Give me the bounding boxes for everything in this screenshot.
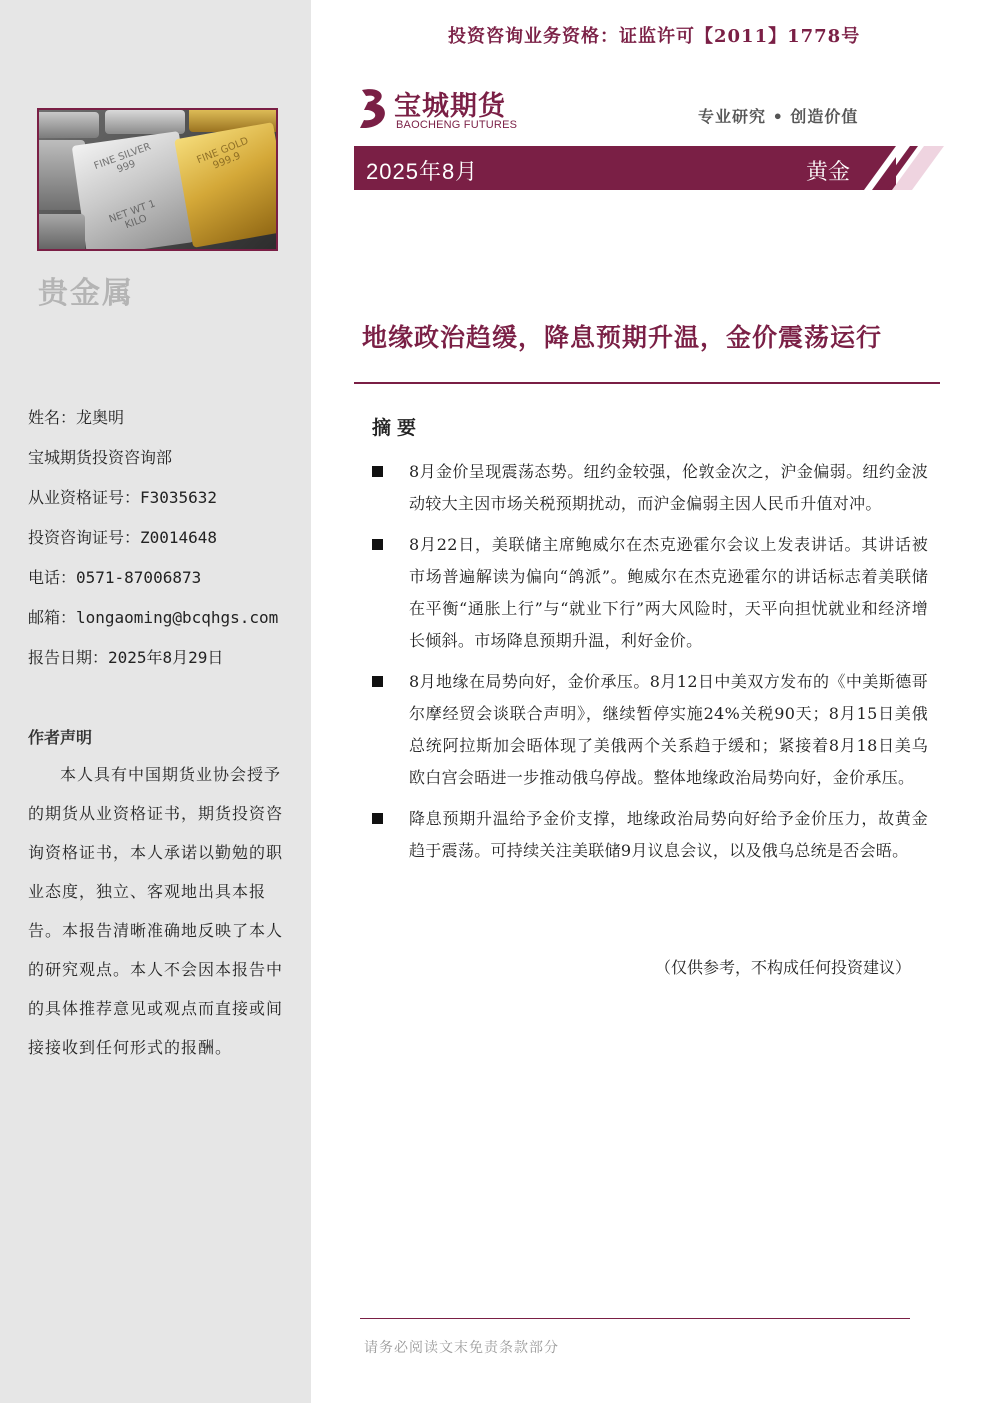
report-title: 地缘政治趋缓，降息预期升温，金价震荡运行 <box>362 323 883 352</box>
silver-bar-bottom <box>37 214 85 251</box>
summary-item-text: 8月22日，美联储主席鲍威尔在杰克逊霍尔会议上发表讲话。其讲话被市场普遍解读为偏向“鸽派”。鲍威尔在杰克逊霍尔的讲话标志着美联储在平衡“通胀上行”与“就业下行”两大风险时，天平向担忧就业和经济增长倾斜。市场降息预期升温，利好金价。 <box>409 535 928 650</box>
square-bullet-icon <box>372 539 383 550</box>
logo-english-name: BAOCHENG FUTURES <box>396 119 518 131</box>
company-logo <box>354 84 534 134</box>
sector-label: 贵金属 <box>38 276 134 311</box>
author-email[interactable]: 邮箱：longaoming@bcqhgs.com <box>28 608 279 627</box>
summary-list <box>372 456 928 876</box>
summary-item-text: 降息预期升温给予金价支撑，地缘政治局势向好给予金价压力，故黄金趋于震荡。可持续关注美联储9月议息会议，以及俄乌总统是否会晤。 <box>409 809 928 860</box>
footer-note: 请务必阅读文末免责条款部分 <box>364 1340 559 1356</box>
slogan: 专业研究 • 创造价值 <box>698 107 859 126</box>
square-bullet-icon <box>372 676 383 687</box>
banner-stripes-decoration <box>864 146 944 190</box>
silver-bar-back <box>37 112 99 138</box>
summary-item <box>372 456 928 520</box>
logo-mark-icon <box>354 86 392 132</box>
gold-bar-front <box>174 122 278 248</box>
sidebar <box>0 0 311 1403</box>
author-name: 姓名：龙奥明 <box>28 408 125 427</box>
logo-chinese-name: 宝城期货 <box>394 91 506 122</box>
author-department: 宝城期货投资咨询部 <box>28 448 173 467</box>
precious-metal-bars-image <box>37 108 278 251</box>
silver-bar-label: FINE SILVER 999 <box>92 141 153 176</box>
qualification-number: 从业资格证号：F3035632 <box>28 488 218 507</box>
title-divider <box>354 382 940 384</box>
summary-heading: 摘要 <box>372 417 423 439</box>
summary-item <box>372 529 928 657</box>
square-bullet-icon <box>372 466 383 477</box>
summary-item-text: 8月地缘在局势向好，金价承压。8月12日中美双方发布的《中美斯德哥尔摩经贸会谈联合声明》，继续暂停实施24%关税90天；8月15日美俄总统阿拉斯加会晤体现了美俄两个关系趋于缓和；紧接着8月18日美乌欧白宫会晤进一步推动俄乌停战。整体地缘政治局势向好，金价承压。 <box>409 672 928 787</box>
summary-item <box>372 666 928 794</box>
declaration-title: 作者声明 <box>28 728 93 747</box>
author-phone: 电话：0571-87006873 <box>28 568 202 587</box>
footer-divider <box>360 1318 910 1319</box>
summary-item <box>372 803 928 867</box>
report-banner <box>354 146 896 190</box>
license-line: 投资咨询业务资格：证监许可【2011】1778号 <box>448 26 861 47</box>
banner-category: 黄金 <box>805 160 850 185</box>
banner-date: 2025年8月 <box>366 159 479 184</box>
declaration-body: 本人具有中国期货业协会授予的期货从业资格证书，期货投资咨询资格证书，本人承诺以勤勉的职业态度，独立、客观地出具本报告。本报告清晰准确地反映了本人的研究观点。本人不会因本报告中的具体推荐意见或观点而直接或间接接收到任何形式的报酬。 <box>28 765 284 1057</box>
report-date: 报告日期：2025年8月29日 <box>28 648 224 667</box>
square-bullet-icon <box>372 813 383 824</box>
summary-disclaimer: （仅供参考，不构成任何投资建议） <box>655 958 912 977</box>
gold-bar-label: FINE GOLD 999.9 <box>195 135 251 172</box>
consulting-number: 投资咨询证号：Z0014648 <box>28 528 218 547</box>
summary-item-text: 8月金价呈现震荡态势。纽约金较强，伦敦金次之，沪金偏弱。纽约金波动较大主因市场关税预期扰动，而沪金偏弱主因人民币升值对冲。 <box>409 462 928 513</box>
silver-bar-weight-label: NET WT 1 KILO <box>107 198 158 232</box>
silver-bar-back-2 <box>105 110 185 134</box>
